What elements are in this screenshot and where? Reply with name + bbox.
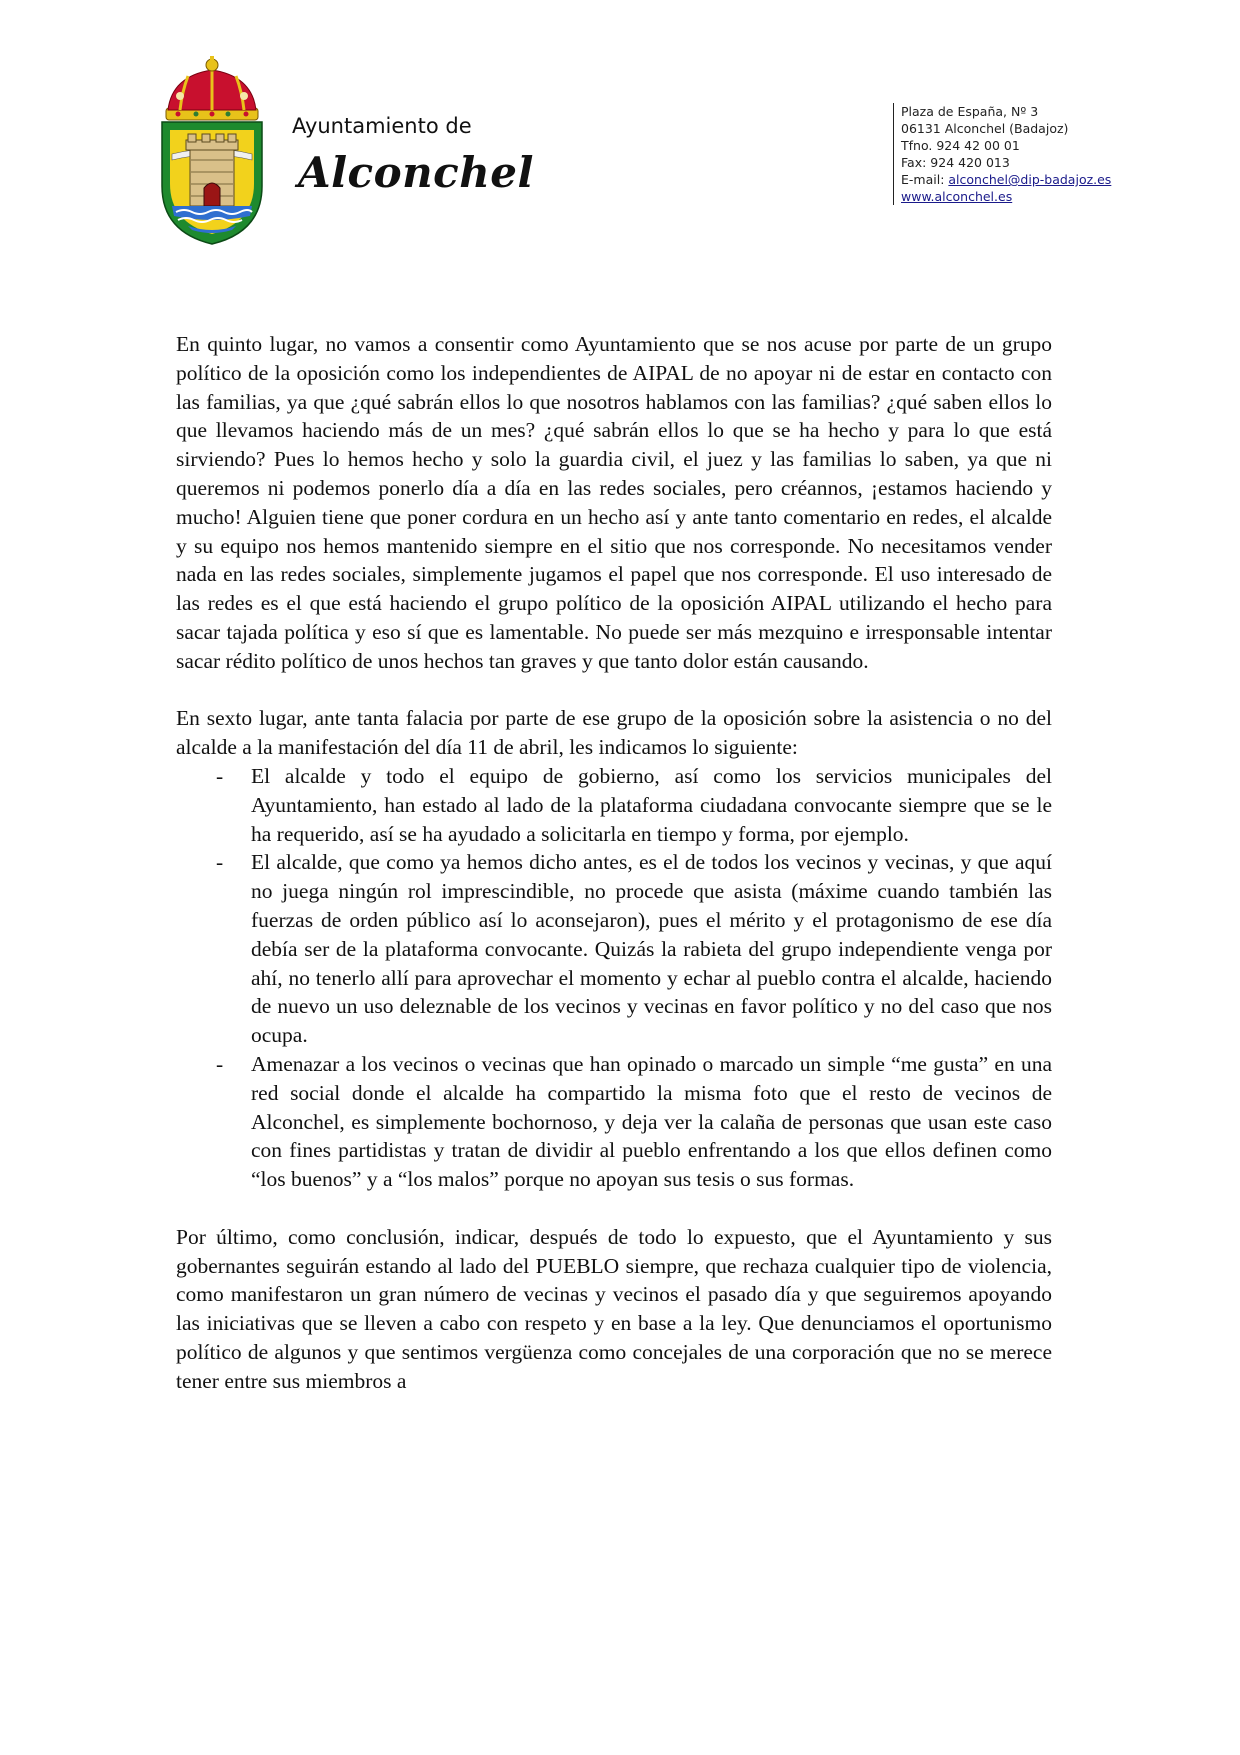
contact-email-row: [901, 171, 1111, 188]
list-item-text: El alcalde y todo el equipo de gobierno, así como los servicios municipales del Ayuntamiento, han estado al lado de la plataforma ciudadana convocante siempre que se le ha requerido, así se ha ayudado a solicitarla en tiempo y forma, por ejemplo.: [251, 763, 1052, 846]
paragraph-conclusion: Por último, como conclusión, indicar, después de todo lo expuesto, que el Ayuntamiento y sus gobernantes seguirán estando al lado del PUEBLO siempre, que rechaza cualquier tipo de violencia, como manifestaron un gran número de vecinas y vecinos el pasado día y que seguiremos apoyando las iniciativas que se lleven a cabo con respeto y en base a la ley. Que denunciamos el oportunismo político de algunos y que sentimos vergüenza como concejales de una corporación que no se merece tener entre sus miembros a: [176, 1224, 1052, 1393]
list-item: [176, 1050, 1052, 1194]
letterhead: [0, 0, 1240, 260]
contact-email-label: E-mail:: [901, 172, 949, 187]
org-name-line1: Ayuntamiento de: [292, 114, 472, 138]
contact-address: Plaza de España, Nº 3: [901, 104, 1039, 119]
contact-phone: Tfno. 924 42 00 01: [901, 138, 1020, 153]
contact-fax: Fax: 924 420 013: [901, 155, 1010, 170]
list-item-text: Amenazar a los vecinos o vecinas que han opinado o marcado un simple “me gusta” en una red social donde el alcalde ha compartido la misma foto que el resto de vecinos de Alconchel, es simplemente bochornoso, y deja ver la calaña de personas que usan este caso con fines partidistas y tratan de dividir al pueblo enfrentando a los que ellos definen como “los buenos” y a “los malos” porque no apoyan sus tesis o sus formas.: [251, 1051, 1052, 1192]
contact-postal: 06131 Alconchel (Badajoz): [901, 121, 1069, 136]
paragraph-sixth: En sexto lugar, ante tanta falacia por parte de ese grupo de la oposición sobre la asistencia o no del alcalde a la manifestación del día 11 de abril, les indicamos lo siguiente:: [176, 706, 1052, 760]
list-marker: -: [216, 850, 224, 875]
bullet-list: [176, 762, 1052, 1194]
coat-of-arms-icon: [158, 56, 266, 246]
letter-body: [176, 330, 1052, 1424]
list-marker: -: [216, 763, 224, 788]
org-name-line2: Alconchel: [298, 148, 534, 197]
list-item: [176, 848, 1052, 1050]
contact-website-link[interactable]: www.alconchel.es: [901, 189, 1013, 204]
contact-block: [893, 103, 1111, 205]
list-item-text: El alcalde, que como ya hemos dicho antes, es el de todos los vecinos y vecinas, y que aquí no juega ningún rol imprescindible, no procede que asista (máxime cuando también las fuerzas de orden público así lo aconsejaron), pues el mérito y el protagonismo de ese día debía ser de la plataforma convocante. Quizás la rabieta del grupo independiente venga por ahí, no tenerlo allí para aprovechar el momento y echar al pueblo contra el alcalde, haciendo de nuevo un uso deleznable de los vecinos y vecinas en favor político y no del caso que nos ocupa.: [251, 850, 1052, 1048]
contact-email-link[interactable]: alconchel@dip-badajoz.es: [948, 172, 1112, 187]
paragraph-fifth: En quinto lugar, no vamos a consentir como Ayuntamiento que se nos acuse por parte de un grupo político de la oposición como los independientes de AIPAL de no apoyar ni de estar en contacto con las familias, ya que ¿qué sabrán ellos lo que nosotros hablamos con las familias? ¿qué saben ellos lo que llevamos haciendo más de un mes? ¿qué sabrán ellos lo que se ha hecho y para lo que está sirviendo? Pues lo hemos hecho y solo la guardia civil, el juez y las familias lo saben, ya que ni queremos ni podemos ponerlo día a día en las redes sociales, pero créannos, ¡estamos haciendo y mucho! Alguien tiene que poner cordura en un hecho así y ante tanto comentario en redes, el alcalde y su equipo nos hemos mantenido siempre en el sitio que nos corresponde. No necesitamos vender nada en las redes sociales, simplemente jugamos el papel que nos corresponde. El uso interesado de las redes es el que está haciendo el grupo político de la oposición AIPAL utilizando el hecho para sacar tajada política y eso sí que es lamentable. No puede ser más mezquino e irresponsable intentar sacar rédito político de unos hechos tan graves y que tanto dolor están causando.: [176, 332, 1052, 673]
crown: [166, 56, 258, 120]
list-item: [176, 762, 1052, 848]
list-marker: -: [216, 1051, 224, 1076]
